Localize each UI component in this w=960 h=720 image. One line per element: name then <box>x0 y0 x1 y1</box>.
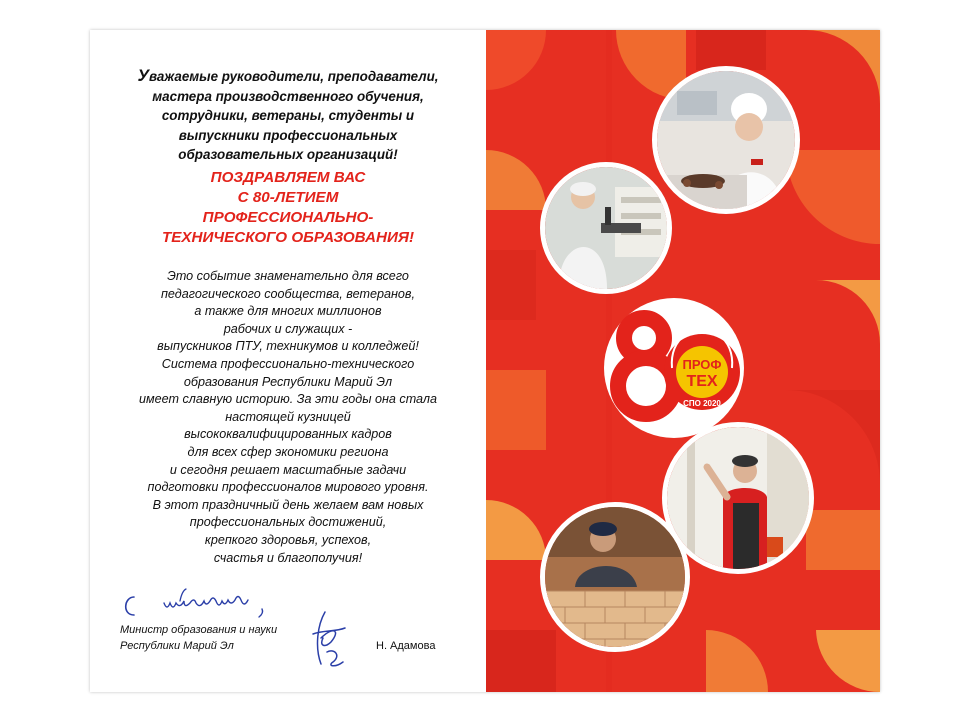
body-line: подготовки профессионалов мирового уровня. <box>147 480 429 495</box>
greeting-address <box>100 66 476 165</box>
body-line: а также для многих миллионов <box>194 304 382 319</box>
greeting-line: важаемые руководители, преподаватели, <box>148 69 439 84</box>
greeting-line: образовательных организаций! <box>178 147 398 162</box>
text-panel <box>90 30 486 692</box>
position-line: Республики Марий Эл <box>120 640 234 652</box>
greeting-card <box>90 30 880 692</box>
congrats-line: ПРОФЕССИОНАЛЬНО- <box>202 209 374 226</box>
body-line: педагогического сообщества, ветеранов, <box>161 286 415 301</box>
photo-bricklayer <box>540 502 690 652</box>
congrats-line: ТЕХНИЧЕСКОГО ОБРАЗОВАНИЯ! <box>161 229 415 246</box>
greeting-line: выпускники профессиональных <box>178 127 398 143</box>
body-line: Система профессионально-технического <box>161 356 415 371</box>
body-line: счастья и благополучия! <box>213 550 363 565</box>
body-line: для всех сфер экономики региона <box>187 444 389 459</box>
body-line: профессиональных достижений, <box>189 515 387 530</box>
photo-lab-worker <box>540 162 672 294</box>
logo-text-top: ПРОФ <box>682 357 722 372</box>
body-line: крепкого здоровья, успехов, <box>204 532 372 547</box>
body-line: выпускников ПТУ, техникумов и колледжей! <box>157 339 419 354</box>
body-line: настоящей кузницей <box>225 409 351 424</box>
congratulation-heading <box>100 168 476 248</box>
anniversary-logo <box>594 298 754 438</box>
signatory-position <box>120 622 277 654</box>
body-text <box>100 268 476 567</box>
body-line: рабочих и служащих - <box>223 321 353 336</box>
greeting-dropcap: У <box>137 66 149 85</box>
photo-chef <box>652 66 800 214</box>
body-line: В этот праздничный день желаем вам новых <box>152 497 424 512</box>
body-line: имеет славную историю. За эти годы она стала <box>138 392 438 407</box>
body-line: образования Республики Марий Эл <box>183 374 393 389</box>
body-line: Это событие знаменательно для всего <box>167 269 409 283</box>
congrats-line: ПОЗДРАВЛЯЕМ ВАС <box>210 169 366 186</box>
logo-caption: СПО 2020 <box>683 399 721 408</box>
signature-mark <box>305 608 350 670</box>
position-line: Министр образования и науки <box>120 624 278 636</box>
body-line: высококвалифицированных кадров <box>184 427 392 442</box>
greeting-line: мастера производственного обучения, <box>152 88 424 104</box>
signatory-name: Н. Адамова <box>376 640 436 652</box>
decorative-panel <box>486 30 880 692</box>
handwritten-closing <box>120 585 280 625</box>
body-line: и сегодня решает масштабные задачи <box>169 462 407 477</box>
congrats-line: С 80-ЛЕТИЕМ <box>237 189 339 206</box>
logo-text-bottom: ТЕХ <box>686 373 718 390</box>
greeting-line: сотрудники, ветераны, студенты и <box>161 108 415 123</box>
